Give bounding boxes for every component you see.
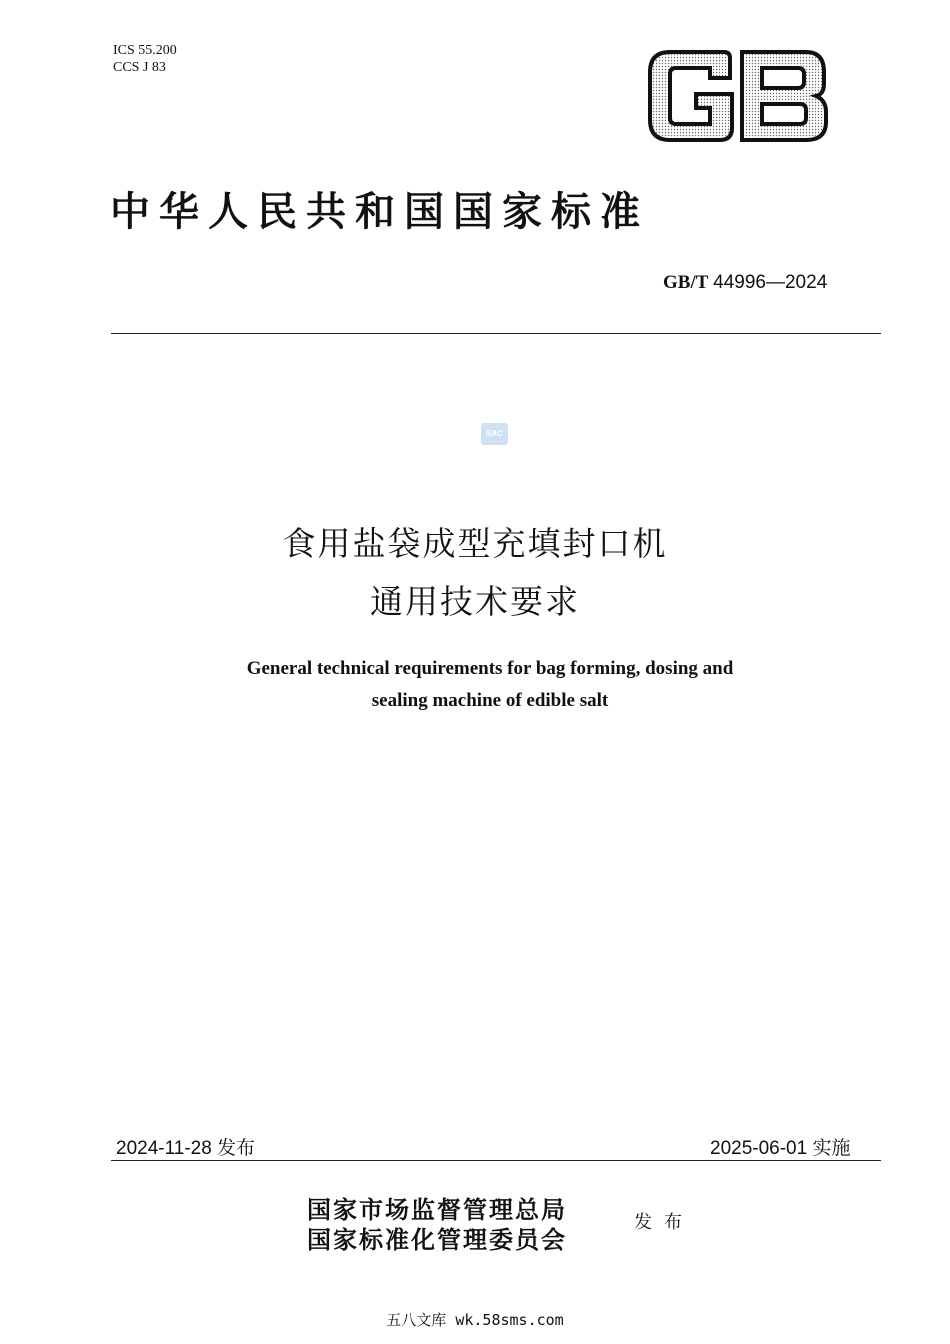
gb-national-standard-logo-icon <box>646 50 829 142</box>
classification-codes <box>113 42 177 76</box>
title-en-line1: General technical requirements for bag forming, dosing and <box>246 658 734 679</box>
implementation-date: 2025-06-01 实施 <box>710 1138 851 1159</box>
title-en-line2: sealing machine of edible salt <box>371 690 609 711</box>
issuer-sac: 国家标准化管理委员会 <box>307 1225 567 1254</box>
standard-number <box>663 272 827 294</box>
issuer-samr: 国家市场监督管理总局 <box>307 1195 567 1224</box>
title-zh-line1: 食用盐袋成型充填封口机 <box>282 524 668 563</box>
bottom-divider <box>111 1160 881 1161</box>
top-divider <box>111 333 881 334</box>
publish-label: 发布 <box>634 1212 694 1233</box>
standard-prefix: GB/T <box>663 272 709 293</box>
title-zh-line2: 通用技术要求 <box>370 582 580 621</box>
national-standard-title: 中华人民共和国国家标准 <box>110 189 649 235</box>
sac-watermark-icon: SAC <box>481 423 508 445</box>
footer-watermark: 五八文库 wk.58sms.com <box>386 1311 564 1329</box>
issue-date: 2024-11-28 发布 <box>116 1138 256 1159</box>
ics-code: ICS 55.200 <box>113 43 177 58</box>
ccs-code: CCS J 83 <box>113 60 166 75</box>
standard-number-value: 44996—2024 <box>713 272 828 293</box>
